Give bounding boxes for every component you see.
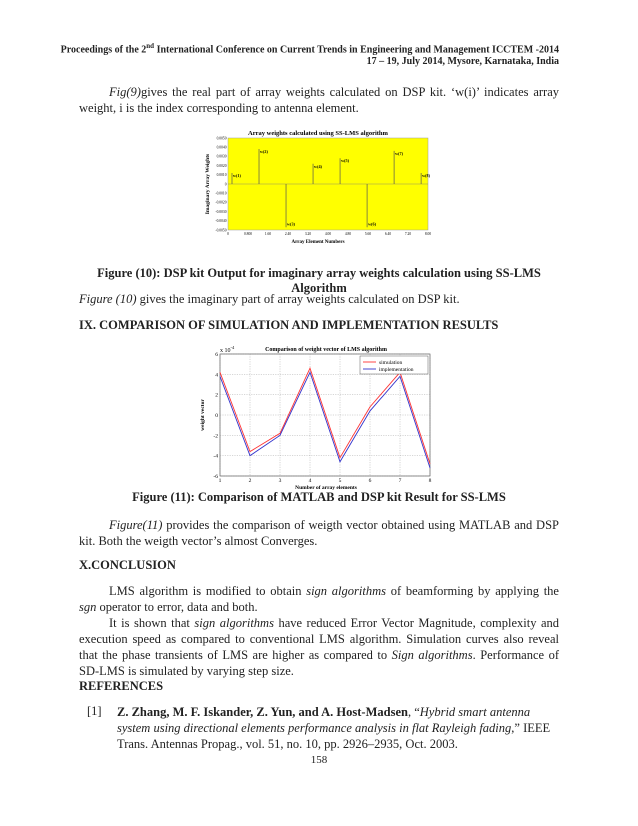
y-tick-label: -0.0050 — [215, 228, 227, 233]
weight-label-5: w(5) — [341, 158, 349, 164]
conclusion-paragraph-2: It is shown that sign algorithms have reduced Error Vector Magnitude, complexity and execution speed as compared to conventional LMS algorithm. Simulation curves also reveal that the phase transients of LMS are higher as compared to Sign algorithms. Performance of SD-LMS is simulated by varying step size. — [79, 616, 560, 678]
x-tick-label: 4 — [308, 478, 312, 484]
x-tick-label: 4.00 — [324, 232, 332, 236]
y-tick-label: 0 — [215, 413, 218, 419]
page-number: 158 — [310, 754, 328, 766]
y-tick-label: 2 — [215, 392, 218, 399]
y-tick-label: 6 — [215, 352, 218, 358]
y-tick-label: 0.0020 — [216, 163, 227, 168]
weight-label-6: w(6) — [368, 221, 377, 227]
figure-10-caption: Figure (10): DSP kit Output for imaginary array weights calculation using SS-LMS Algorithm — [97, 266, 541, 295]
y-tick-label: 0.0050 — [216, 136, 227, 141]
x-tick-label: 5 — [338, 478, 342, 484]
header-line-1: Proceedings of the 2nd International Conference on Current Trends in Engineering and Management ICCTEM -2014 — [60, 42, 559, 56]
x-tick-label: 8 — [428, 478, 432, 484]
x-tick-label: 8.00 — [424, 232, 432, 236]
y-tick-label: -0.0010 — [215, 191, 227, 196]
weight-label-7: w(7) — [395, 150, 404, 156]
header-line-2: 17 – 19, July 2014, Mysore, Karnataka, India — [366, 56, 559, 68]
x-tick-label: 1 — [218, 478, 222, 484]
reference-1: Z. Zhang, M. F. Iskander, Z. Yun, and A. Host-Madsen, “Hybrid smart antenna system using directional elements performance analysis in flat Rayleigh fading,” IEEE Trans. Antennas Propag., vol. 51, no. 10, pp. 2926–2935, Oct. 2003. — [117, 705, 551, 751]
weight-label-8: w(8) — [422, 172, 431, 178]
chart-title: Comparison of weight vector of LMS algorithm — [265, 347, 387, 353]
weight-label-3: w(3) — [287, 221, 295, 227]
x-tick-label: 0 — [227, 232, 229, 236]
y-tick-label: -0.0040 — [215, 219, 227, 224]
y-tick-label: 4 — [215, 372, 218, 379]
figure-11-caption: Figure (11): Comparison of MATLAB and DSP kit Result for SS-LMS — [132, 490, 506, 504]
x-tick-label: 6.40 — [384, 232, 392, 236]
x-tick-label: 3.20 — [304, 232, 312, 236]
x-tick-label: 2 — [248, 478, 252, 484]
paragraph-fig11: Figure(11) provides the comparison of weigth vector obtained using MATLAB and DSP kit. Both the weigth vector’s almost Converges. — [79, 518, 559, 548]
x-tick-label: 7.20 — [404, 232, 412, 236]
references-heading: REFERENCES — [79, 679, 164, 693]
y-tick-label: -6 — [213, 474, 218, 480]
y-scale-label: x $10^{-4}$ — [220, 345, 235, 354]
x-tick-label: 0.800 — [243, 232, 253, 236]
x-axis-label: Array Element Numbers — [291, 240, 345, 245]
y-tick-label: -0.0030 — [215, 209, 227, 214]
section-10-heading: X.CONCLUSION — [79, 558, 176, 572]
y-tick-label: -2 — [213, 433, 218, 440]
x-tick-label: 5.60 — [364, 232, 372, 236]
y-tick-label: -0.0020 — [215, 200, 227, 205]
figure-10-chart — [200, 122, 436, 246]
reference-1-number: [1] — [87, 704, 102, 718]
paragraph-fig10: Figure (10) gives the imaginary part of array weights calculated on DSP kit. — [79, 292, 460, 306]
y-tick-label: 0.0030 — [216, 154, 227, 159]
chart-title: Array weights calculated using SS-LMS algorithm — [248, 130, 388, 137]
weight-label-2: w(2) — [260, 149, 268, 155]
legend-label-implementation: implementation — [379, 367, 414, 373]
running-header — [61, 40, 559, 68]
section-9-heading: IX. COMPARISON OF SIMULATION AND IMPLEMENTATION RESULTS — [79, 318, 499, 332]
y-tick-label: 0.0010 — [216, 173, 227, 178]
x-tick-label: 4.80 — [344, 232, 352, 236]
y-tick-label: 0 — [224, 182, 227, 187]
x-tick-label: 2.40 — [284, 232, 292, 236]
y-tick-label: 0.0040 — [216, 145, 227, 150]
legend-label-simulation: simulation — [379, 360, 403, 366]
y-axis-label: Imaginary Array Weights — [205, 153, 211, 215]
x-tick-label: 1.60 — [264, 232, 272, 236]
x-tick-label: 6 — [368, 478, 372, 484]
paragraph-fig9: Fig(9)gives the real part of array weights calculated on DSP kit. ‘w(i)’ indicates array weight, i is the index corresponding to antenna element. — [79, 85, 559, 115]
weight-label-1: w(1) — [233, 172, 241, 178]
x-tick-label: 7 — [398, 478, 402, 484]
x-tick-label: 3 — [278, 478, 282, 484]
weight-label-4: w(4) — [314, 163, 322, 169]
figure-11-chart — [198, 340, 438, 490]
y-tick-label: -4 — [213, 453, 218, 460]
y-axis-label: weight vector — [200, 399, 206, 431]
x-axis-label: Number of array elements — [295, 485, 357, 490]
conclusion-paragraph-1: LMS algorithm is modified to obtain sign algorithms of beamforming by applying the sgn operator to error, data and both. — [79, 584, 559, 614]
